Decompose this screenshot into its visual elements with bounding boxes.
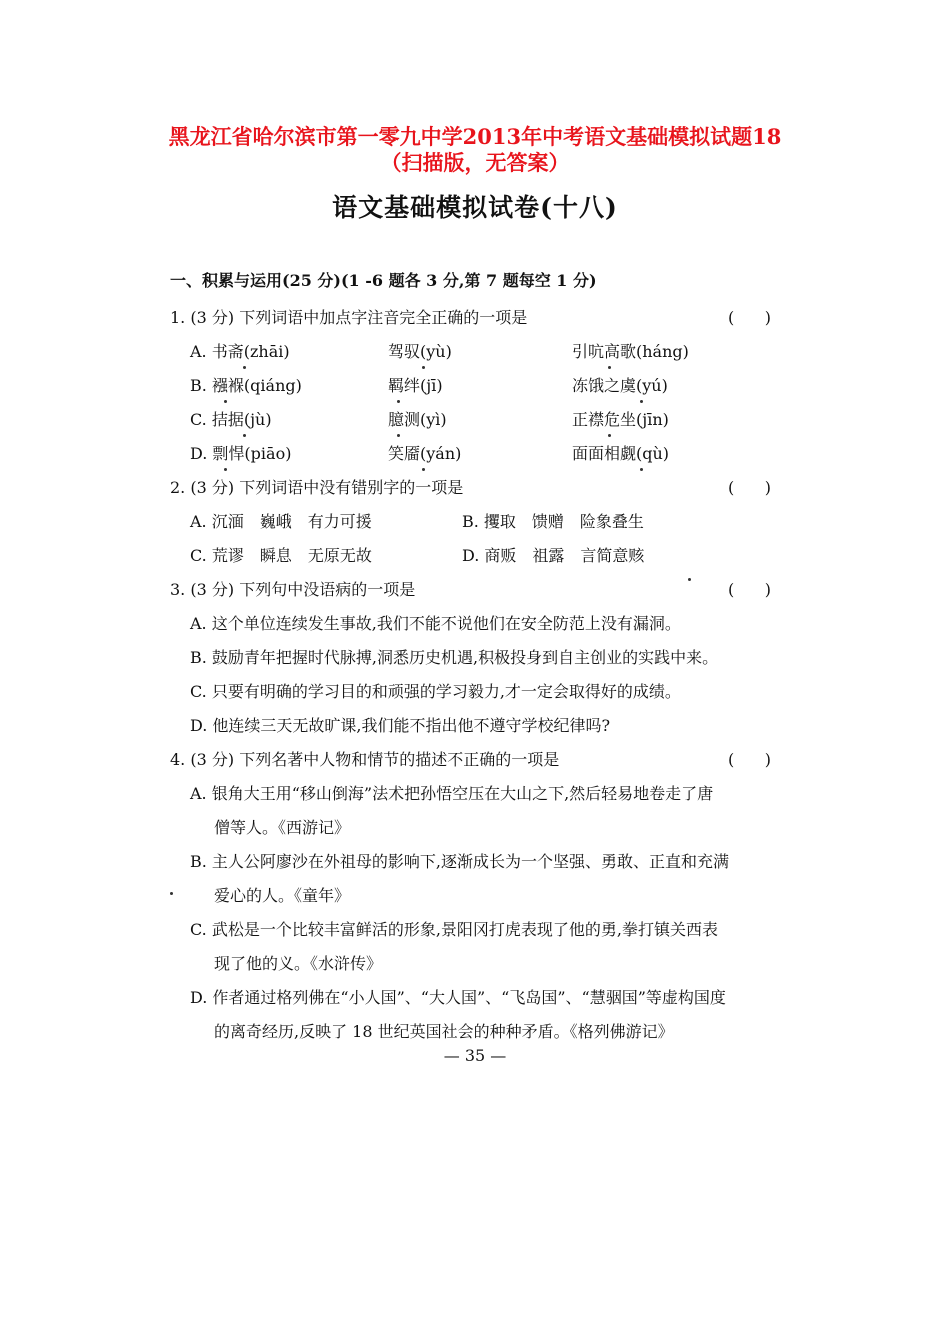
q3-option-c: C. 只要有明确的学习目的和顽强的学习毅力,才一定会取得好的成绩。 (190, 682, 681, 701)
emphasis-dot (422, 366, 425, 369)
section-heading: 一、积累与运用(25 分)(1 -6 题各 3 分,第 7 题每空 1 分) (170, 271, 597, 290)
emphasis-dot (243, 434, 246, 437)
q4-option-b-line2: 爱心的人。《童年》 (214, 886, 351, 905)
q3-option-a: A. 这个单位连续发生事故,我们不能不说他们在安全防范上没有漏洞。 (190, 614, 681, 633)
q1-option-d3: 面面相觑(qù) (572, 444, 670, 463)
emphasis-dot (640, 400, 643, 403)
q3-stem: 3. (3 分) 下列句中没语病的一项是 (170, 580, 416, 599)
q1-option-c1: C. 拮据(jù) (190, 410, 272, 429)
q4-stem: 4. (3 分) 下列名著中人物和情节的描述不正确的一项是 (170, 750, 560, 769)
document-title: 黑龙江省哈尔滨市第一零九中学2013年中考语文基础模拟试题18 (168, 124, 782, 149)
q3-option-b: B. 鼓励青年把握时代脉搏,洞悉历史机遇,积极投身到自主创业的实践中来。 (190, 648, 719, 667)
emphasis-dot (224, 400, 227, 403)
document-subtitle: （扫描版，无答案） (380, 150, 570, 175)
q4-option-b-line1: B. 主人公阿廖沙在外祖母的影响下,逐渐成长为一个坚强、勇敢、正直和充满 (190, 852, 730, 871)
q1-option-a3: 引吭高歌(háng) (572, 342, 689, 361)
q1-option-b2: 羁绊(jī) (388, 376, 443, 395)
emphasis-dot (608, 434, 611, 437)
q2-option-d: D. 商贩 祖露 言简意赅 (462, 546, 645, 565)
q1-option-d1: D. 剽悍(piāo) (190, 444, 292, 463)
q2-answer-blank: ( ) (728, 478, 771, 497)
q4-option-d-line2: 的离奇经历,反映了 18 世纪英国社会的种种矛盾。《格列佛游记》 (214, 1022, 674, 1041)
q2-option-b: B. 攫取 馈赠 险象叠生 (462, 512, 644, 531)
q4-option-d-line1: D. 作者通过格列佛在“小人国”、“大人国”、“飞岛国”、“慧骃国”等虚构国度 (190, 988, 726, 1007)
q4-option-a-line1: A. 银角大王用“移山倒海”法术把孙悟空压在大山之下,然后轻易地卷走了唐 (190, 784, 714, 803)
q1-option-a2: 驾驭(yù) (388, 342, 452, 361)
q3-option-d: D. 他连续三天无故旷课,我们能不指出他不遵守学校纪律吗? (190, 716, 611, 735)
scan-speck (688, 578, 691, 581)
page-number: — 35 — (443, 1046, 507, 1065)
q1-option-d2: 笑靥(yán) (388, 444, 462, 463)
q1-option-c2: 臆测(yì) (388, 410, 447, 429)
emphasis-dot (397, 400, 400, 403)
emphasis-dot (224, 468, 227, 471)
q1-stem: 1. (3 分) 下列词语中加点字注音完全正确的一项是 (170, 308, 528, 327)
emphasis-dot (397, 434, 400, 437)
emphasis-dot (640, 468, 643, 471)
q4-option-a-line2: 僧等人。《西游记》 (214, 818, 351, 837)
emphasis-dot (422, 468, 425, 471)
q1-option-b1: B. 襁褓(qiáng) (190, 376, 302, 395)
q2-option-c: C. 荒谬 瞬息 无原无故 (190, 546, 372, 565)
q1-answer-blank: ( ) (728, 308, 771, 327)
scan-speck (170, 892, 173, 895)
emphasis-dot (243, 366, 246, 369)
paper-title: 语文基础模拟试卷(十八) (332, 193, 618, 222)
q2-stem: 2. (3 分) 下列词语中没有错别字的一项是 (170, 478, 464, 497)
emphasis-dot (608, 366, 611, 369)
q1-option-b3: 冻饿之虞(yú) (572, 376, 668, 395)
q4-answer-blank: ( ) (728, 750, 771, 769)
q1-option-a1: A. 书斋(zhāi) (190, 342, 290, 361)
q4-option-c-line1: C. 武松是一个比较丰富鲜活的形象,景阳冈打虎表现了他的勇,拳打镇关西表 (190, 920, 719, 939)
q4-option-c-line2: 现了他的义。《水浒传》 (214, 954, 383, 973)
q3-answer-blank: ( ) (728, 580, 771, 599)
q2-option-a: A. 沉湎 巍峨 有力可援 (190, 512, 372, 531)
q1-option-c3: 正襟危坐(jīn) (572, 410, 669, 429)
